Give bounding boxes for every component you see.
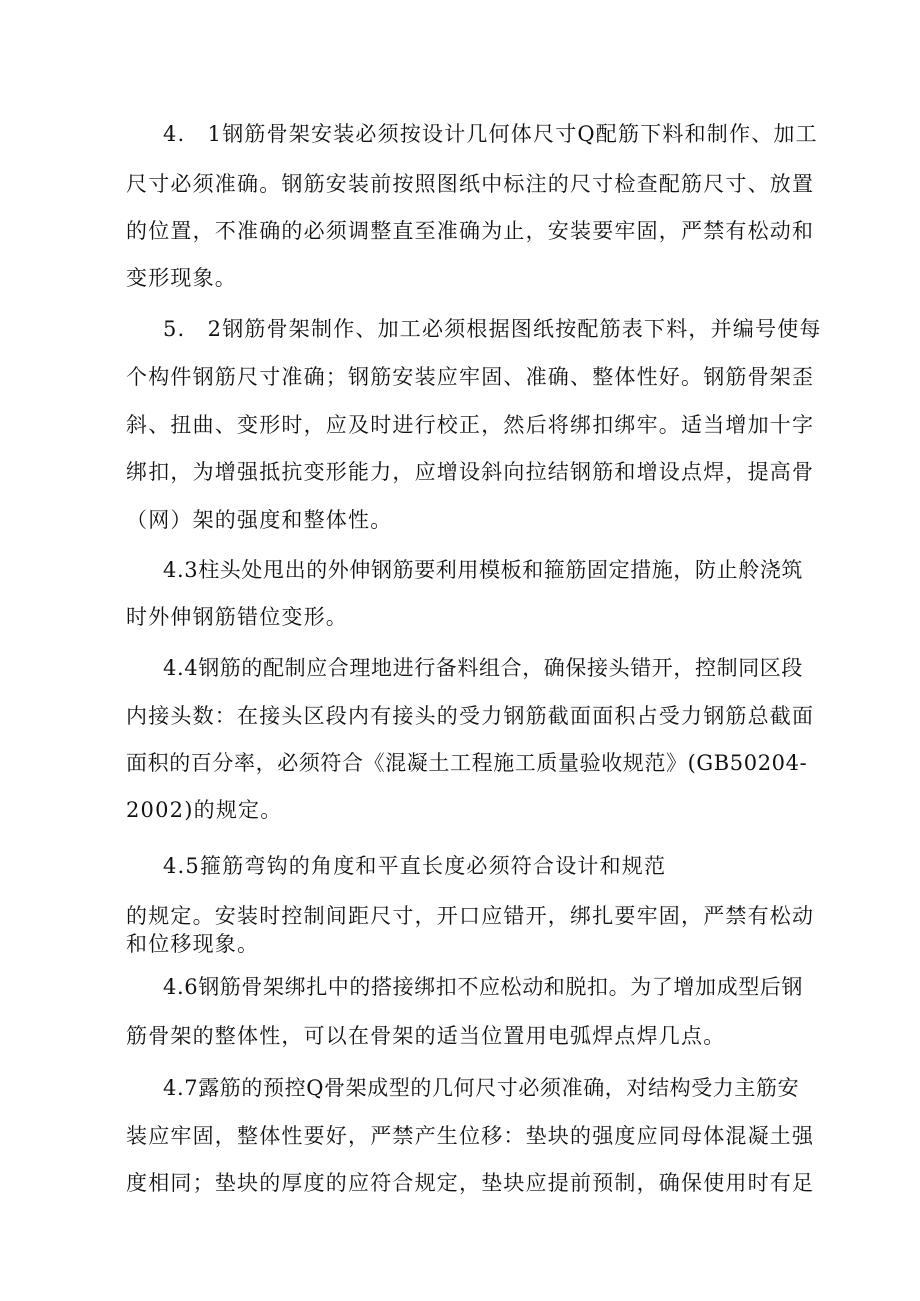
text-line: 5. 2钢筋骨架制作、加工必须根据图纸按配筋表下料，并编号使每 — [163, 317, 822, 341]
text-line: 筋骨架的整体性，可以在骨架的适当位置用电弧焊点焊几点。 — [126, 1024, 726, 1048]
text-line: 4.6钢筋骨架绑扎中的搭接绑扣不应松动和脱扣。为了增加成型后钢 — [163, 975, 803, 999]
text-line: 2002)的规定。 — [126, 798, 283, 822]
text-line: 面积的百分率，必须符合《混凝土工程施工质量验收规范》(GB50204- — [126, 751, 808, 775]
text-line: 绑扣，为增强抵抗变形能力，应增设斜向拉结钢筋和增设点焊，提高骨 — [126, 460, 815, 484]
text-line: 4.4钢筋的配制应合理地进行备料组合，确保接头错开，控制同区段 — [163, 656, 803, 680]
text-line: 时外伸钢筋错位变形。 — [126, 605, 348, 629]
text-line: 度相同；垫块的厚度的应符合规定，垫块应提前预制，确保使用时有足 — [126, 1171, 815, 1195]
text-line: 的规定。安装时控制间距尺寸，开口应错开，绑扎要牢固，严禁有松动 — [126, 904, 815, 928]
text-line: 4. 1钢筋骨架安装必须按设计几何体尺寸Q配筋下料和制作、加工 — [163, 122, 818, 146]
text-line: 4.3柱头处甩出的外伸钢筋要利用模板和箍筋固定措施，防止舲浇筑 — [163, 558, 803, 582]
text-line: 的位置，不准确的必须调整直至准确为止，安装要牢固，严禁有松动和 — [126, 219, 815, 243]
text-line: 4.7露筋的预控Q骨架成型的几何尺寸必须准确，对结构受力主筋安 — [163, 1076, 800, 1100]
text-line: 4.5箍筋弯钩的角度和平直长度必须符合设计和规范 — [163, 854, 667, 878]
text-line: 变形现象。 — [126, 266, 237, 290]
text-line: 装应牢固，整体性要好，严禁产生位移：垫块的强度应同母体混凝土强 — [126, 1124, 815, 1148]
text-line: 斜、扭曲、变形时，应及时进行校正，然后将绑扣绑牢。适当增加十字 — [126, 413, 815, 437]
text-line: 个构件钢筋尺寸准确；钢筋安装应牢固、准确、整体性好。钢筋骨架歪 — [126, 365, 815, 389]
text-line: 内接头数：在接头区段内有接头的受力钢筋截面面积占受力钢筋总截面 — [126, 704, 815, 728]
text-line: 尺寸必须准确。钢筋安装前按照图纸中标注的尺寸检查配筋尺寸、放置 — [126, 172, 815, 196]
text-line: 和位移现象。 — [126, 932, 260, 956]
text-line: （网）架的强度和整体性。 — [126, 508, 393, 532]
